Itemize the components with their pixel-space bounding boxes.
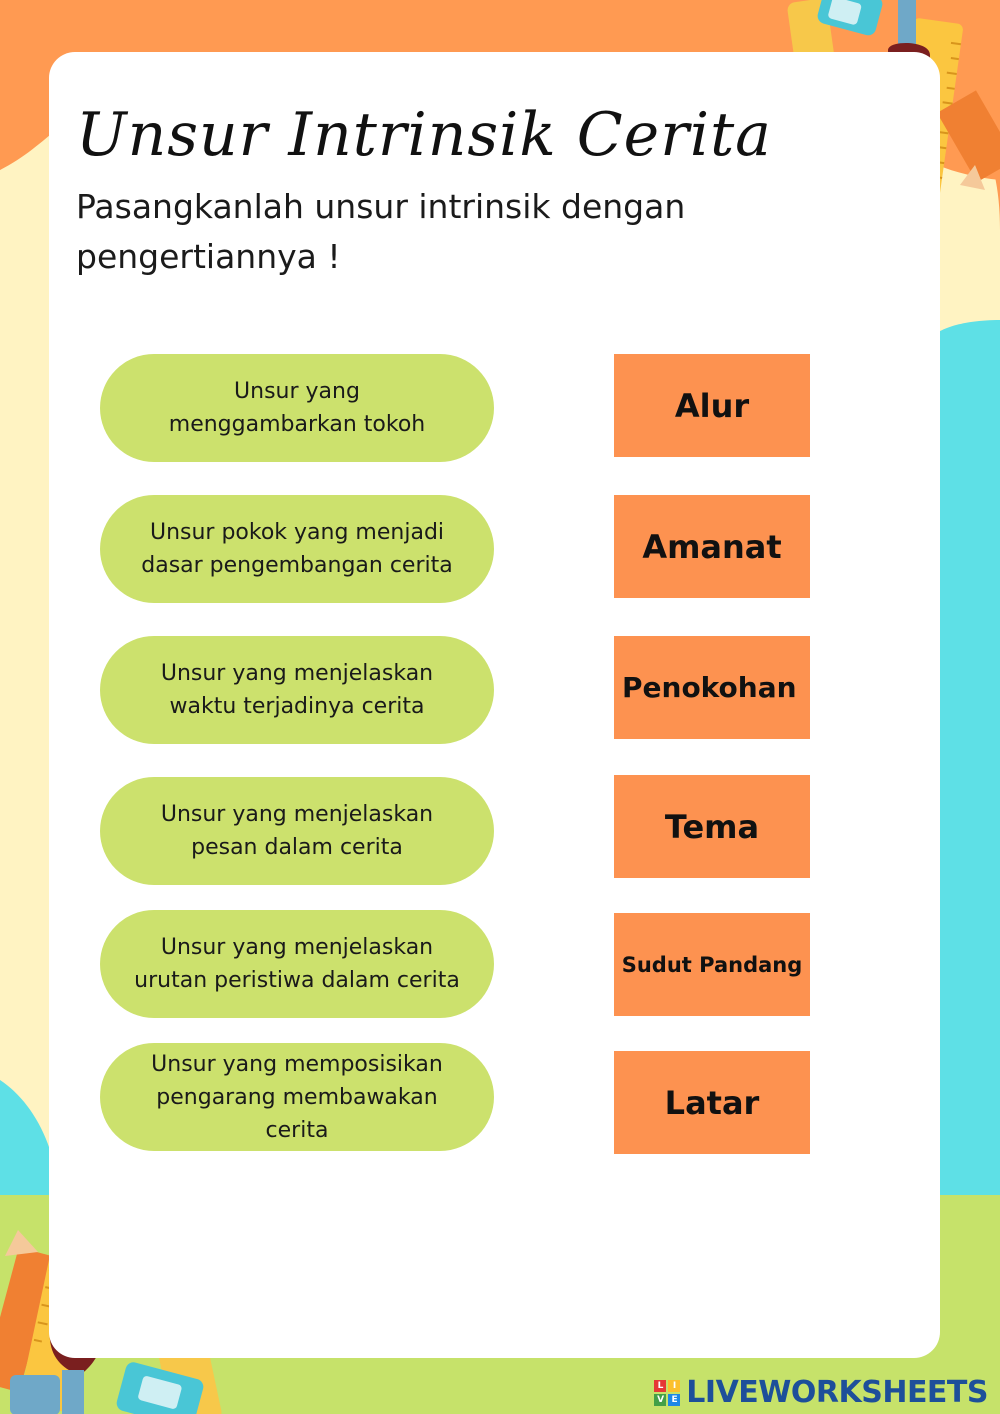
logo-letter: I [668, 1380, 680, 1392]
term-box[interactable]: Alur [614, 354, 810, 457]
definition-pill[interactable]: Unsur yang menjelaskan pesan dalam cerita [100, 777, 494, 885]
instruction-text: Pasangkanlah unsur intrinsik dengan pengertiannya ! [76, 187, 686, 276]
term-box[interactable]: Latar [614, 1051, 810, 1154]
logo-letter: V [654, 1394, 666, 1406]
page-title: Unsur Intrinsik Cerita [76, 100, 772, 170]
definition-pill[interactable]: Unsur yang menggambarkan tokoh [100, 354, 494, 462]
definition-pill[interactable]: Unsur yang menjelaskan waktu terjadinya cerita [100, 636, 494, 744]
term-box[interactable]: Amanat [614, 495, 810, 598]
liveworksheets-logo-icon [654, 1380, 680, 1406]
definition-pill[interactable]: Unsur pokok yang menjadi dasar pengembangan cerita [100, 495, 494, 603]
liveworksheets-brand[interactable] [654, 1375, 988, 1410]
definition-pill[interactable]: Unsur yang memposisikan pengarang membawakan cerita [100, 1043, 494, 1151]
definition-pill[interactable]: Unsur yang menjelaskan urutan peristiwa dalam cerita [100, 910, 494, 1018]
brand-name: LIVEWORKSHEETS [686, 1375, 988, 1410]
logo-letter: L [654, 1380, 666, 1392]
logo-letter: E [668, 1394, 680, 1406]
term-box[interactable]: Penokohan [614, 636, 810, 739]
term-box[interactable]: Sudut Pandang [614, 913, 810, 1016]
eraser-icon [10, 1375, 60, 1414]
term-box[interactable]: Tema [614, 775, 810, 878]
